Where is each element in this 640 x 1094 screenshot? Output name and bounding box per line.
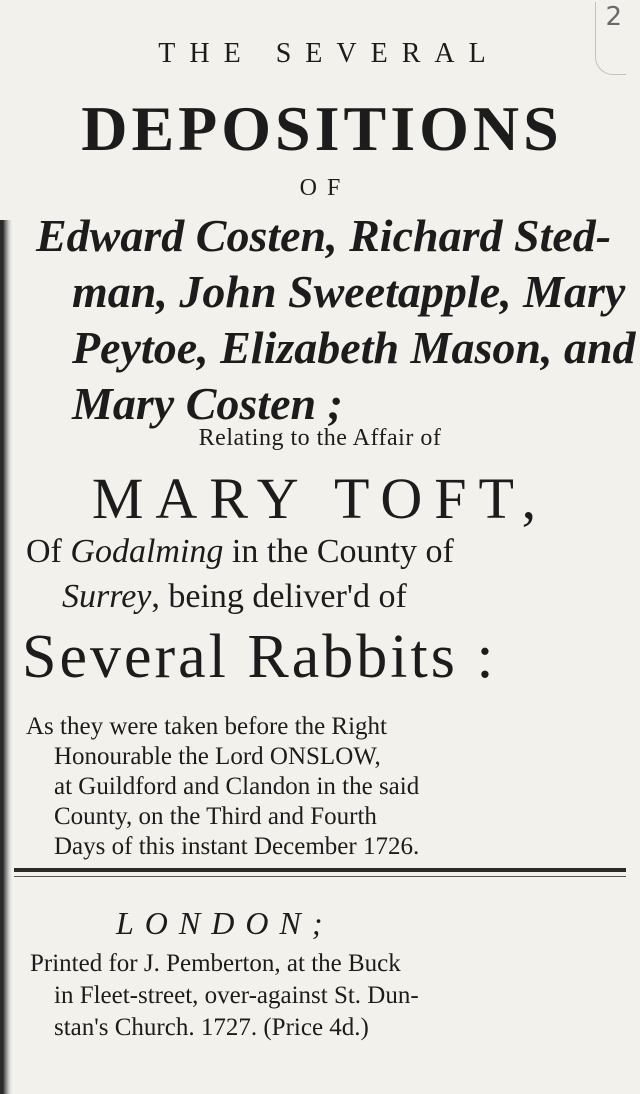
surrey-line (62, 578, 407, 616)
para-line-2: Honourable the Lord ONSLOW, (54, 743, 381, 770)
divider-rule-thick (14, 868, 626, 872)
surrey-suffix: , being deliver'd of (151, 578, 407, 615)
heading-of: OF (299, 175, 351, 201)
names-line-1: Edward Costen, Richard Sted- (36, 210, 612, 261)
imprint-city: LONDON; (116, 905, 334, 941)
surrey-place: Surrey (62, 578, 152, 615)
heading-depositions: DEPOSITIONS (81, 93, 563, 164)
subject-name: MARY TOFT, (91, 466, 549, 531)
corner-note: 2 (605, 2, 622, 32)
imprint-line-2: in Fleet-street, over-against St. Dun- (54, 982, 419, 1009)
godalming-prefix: Of (26, 533, 71, 570)
binding-edge (0, 220, 12, 1094)
names-line-2: man, John Sweetapple, Mary (72, 266, 626, 317)
divider-rule-thin (14, 876, 626, 877)
taken-before-paragraph (26, 712, 626, 862)
deponent-names (36, 208, 636, 432)
para-line-1: As they were taken before the Right (26, 713, 387, 740)
para-line-5: Days of this instant December 1726. (54, 833, 420, 860)
imprint-block (30, 948, 630, 1044)
imprint-line-1: Printed for J. Pemberton, at the Buck (30, 950, 401, 977)
godalming-line (26, 533, 454, 571)
names-line-4: Mary Costen ; (72, 378, 343, 429)
several-rabbits-heading: Several Rabbits : (22, 623, 497, 691)
para-line-3: at Guildford and Clandon in the said (54, 773, 420, 800)
godalming-place: Godalming (70, 533, 224, 570)
names-line-3: Peytoe, Elizabeth Mason, and (72, 322, 636, 373)
para-line-4: County, on the Third and Fourth (54, 803, 377, 830)
imprint-line-3: stan's Church. 1727. (Price 4d.) (54, 1014, 369, 1041)
heading-the-several: THE SEVERAL (158, 38, 500, 69)
relating-line: Relating to the Affair of (198, 425, 442, 451)
godalming-suffix: in the County of (223, 533, 454, 570)
